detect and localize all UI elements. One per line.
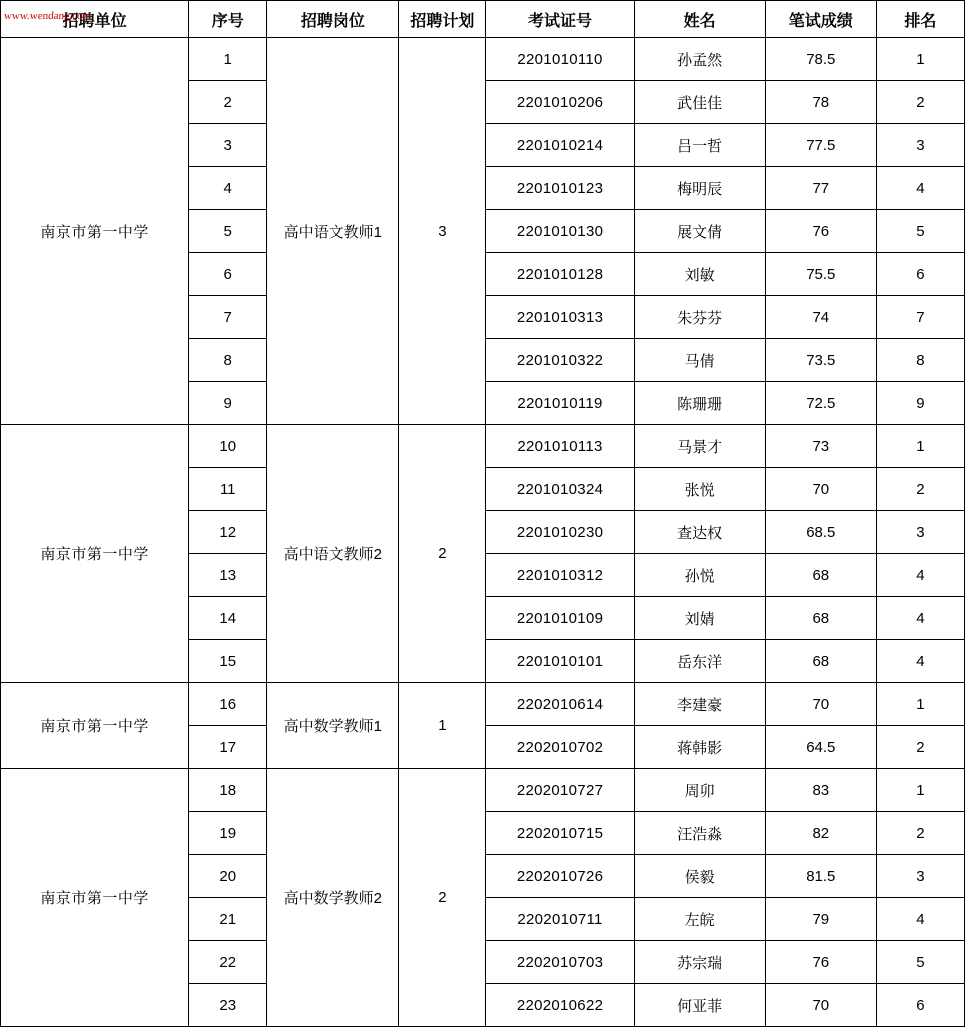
cell-rank: 2 bbox=[876, 468, 964, 511]
cell-name: 苏宗瑞 bbox=[634, 941, 765, 984]
cell-rank: 8 bbox=[876, 339, 964, 382]
cell-rank: 4 bbox=[876, 167, 964, 210]
cell-exam-id: 2201010214 bbox=[486, 124, 634, 167]
cell-number: 10 bbox=[189, 425, 267, 468]
cell-rank: 2 bbox=[876, 81, 964, 124]
column-header-plan: 招聘计划 bbox=[399, 1, 486, 38]
column-header-rank: 排名 bbox=[876, 1, 964, 38]
cell-number: 4 bbox=[189, 167, 267, 210]
table-header-row bbox=[1, 1, 965, 38]
cell-name: 马倩 bbox=[634, 339, 765, 382]
cell-unit: 南京市第一中学 bbox=[1, 683, 189, 769]
cell-exam-id: 2201010123 bbox=[486, 167, 634, 210]
cell-rank: 4 bbox=[876, 898, 964, 941]
cell-rank: 2 bbox=[876, 726, 964, 769]
cell-score: 64.5 bbox=[765, 726, 876, 769]
cell-exam-id: 2201010206 bbox=[486, 81, 634, 124]
cell-exam-id: 2201010113 bbox=[486, 425, 634, 468]
watermark-text: www.wendang.com bbox=[3, 10, 92, 22]
cell-exam-id: 2202010727 bbox=[486, 769, 634, 812]
cell-number: 6 bbox=[189, 253, 267, 296]
table-body bbox=[1, 38, 965, 1027]
cell-number: 7 bbox=[189, 296, 267, 339]
cell-score: 79 bbox=[765, 898, 876, 941]
table-row bbox=[1, 683, 965, 726]
cell-score: 73 bbox=[765, 425, 876, 468]
cell-score: 75.5 bbox=[765, 253, 876, 296]
cell-number: 5 bbox=[189, 210, 267, 253]
cell-rank: 3 bbox=[876, 124, 964, 167]
cell-name: 刘婧 bbox=[634, 597, 765, 640]
column-header-name: 姓名 bbox=[634, 1, 765, 38]
cell-number: 9 bbox=[189, 382, 267, 425]
cell-exam-id: 2201010130 bbox=[486, 210, 634, 253]
cell-name: 周卯 bbox=[634, 769, 765, 812]
cell-rank: 4 bbox=[876, 554, 964, 597]
cell-score: 74 bbox=[765, 296, 876, 339]
cell-post: 高中数学教师2 bbox=[267, 769, 399, 1027]
cell-number: 8 bbox=[189, 339, 267, 382]
cell-rank: 4 bbox=[876, 640, 964, 683]
table-row bbox=[1, 769, 965, 812]
cell-name: 汪浩淼 bbox=[634, 812, 765, 855]
cell-name: 梅明辰 bbox=[634, 167, 765, 210]
cell-number: 11 bbox=[189, 468, 267, 511]
cell-exam-id: 2202010614 bbox=[486, 683, 634, 726]
cell-score: 68 bbox=[765, 640, 876, 683]
cell-number: 20 bbox=[189, 855, 267, 898]
cell-exam-id: 2201010230 bbox=[486, 511, 634, 554]
cell-name: 岳东洋 bbox=[634, 640, 765, 683]
cell-name: 马景才 bbox=[634, 425, 765, 468]
cell-score: 70 bbox=[765, 984, 876, 1027]
cell-exam-id: 2201010312 bbox=[486, 554, 634, 597]
cell-score: 82 bbox=[765, 812, 876, 855]
cell-plan: 3 bbox=[399, 38, 486, 425]
cell-exam-id: 2201010324 bbox=[486, 468, 634, 511]
cell-name: 陈珊珊 bbox=[634, 382, 765, 425]
cell-number: 16 bbox=[189, 683, 267, 726]
cell-unit: 南京市第一中学 bbox=[1, 38, 189, 425]
cell-plan: 2 bbox=[399, 769, 486, 1027]
cell-score: 73.5 bbox=[765, 339, 876, 382]
cell-rank: 7 bbox=[876, 296, 964, 339]
cell-score: 77.5 bbox=[765, 124, 876, 167]
cell-score: 68 bbox=[765, 597, 876, 640]
cell-exam-id: 2202010703 bbox=[486, 941, 634, 984]
cell-score: 81.5 bbox=[765, 855, 876, 898]
cell-number: 22 bbox=[189, 941, 267, 984]
cell-number: 2 bbox=[189, 81, 267, 124]
cell-score: 77 bbox=[765, 167, 876, 210]
cell-rank: 6 bbox=[876, 984, 964, 1027]
cell-number: 15 bbox=[189, 640, 267, 683]
cell-rank: 3 bbox=[876, 855, 964, 898]
cell-exam-id: 2202010711 bbox=[486, 898, 634, 941]
cell-score: 70 bbox=[765, 468, 876, 511]
cell-exam-id: 2201010119 bbox=[486, 382, 634, 425]
cell-score: 68.5 bbox=[765, 511, 876, 554]
cell-rank: 4 bbox=[876, 597, 964, 640]
cell-rank: 1 bbox=[876, 425, 964, 468]
cell-exam-id: 2202010726 bbox=[486, 855, 634, 898]
cell-name: 展文倩 bbox=[634, 210, 765, 253]
cell-exam-id: 2202010715 bbox=[486, 812, 634, 855]
cell-exam-id: 2201010109 bbox=[486, 597, 634, 640]
cell-number: 19 bbox=[189, 812, 267, 855]
cell-rank: 1 bbox=[876, 38, 964, 81]
cell-exam-id: 2201010101 bbox=[486, 640, 634, 683]
cell-name: 左皖 bbox=[634, 898, 765, 941]
cell-name: 何亚菲 bbox=[634, 984, 765, 1027]
cell-name: 吕一哲 bbox=[634, 124, 765, 167]
cell-number: 1 bbox=[189, 38, 267, 81]
cell-score: 70 bbox=[765, 683, 876, 726]
cell-exam-id: 2201010322 bbox=[486, 339, 634, 382]
cell-score: 83 bbox=[765, 769, 876, 812]
cell-exam-id: 2201010110 bbox=[486, 38, 634, 81]
column-header-score: 笔试成绩 bbox=[765, 1, 876, 38]
cell-rank: 1 bbox=[876, 769, 964, 812]
cell-score: 76 bbox=[765, 941, 876, 984]
cell-name: 侯毅 bbox=[634, 855, 765, 898]
cell-rank: 5 bbox=[876, 941, 964, 984]
column-header-number: 序号 bbox=[189, 1, 267, 38]
cell-name: 蒋韩影 bbox=[634, 726, 765, 769]
cell-post: 高中语文教师2 bbox=[267, 425, 399, 683]
cell-unit: 南京市第一中学 bbox=[1, 769, 189, 1027]
cell-rank: 2 bbox=[876, 812, 964, 855]
cell-score: 72.5 bbox=[765, 382, 876, 425]
cell-rank: 6 bbox=[876, 253, 964, 296]
cell-number: 21 bbox=[189, 898, 267, 941]
cell-name: 李建豪 bbox=[634, 683, 765, 726]
cell-plan: 1 bbox=[399, 683, 486, 769]
cell-exam-id: 2202010702 bbox=[486, 726, 634, 769]
cell-name: 朱芬芬 bbox=[634, 296, 765, 339]
cell-number: 18 bbox=[189, 769, 267, 812]
cell-name: 孙孟然 bbox=[634, 38, 765, 81]
cell-rank: 5 bbox=[876, 210, 964, 253]
cell-score: 78.5 bbox=[765, 38, 876, 81]
cell-score: 68 bbox=[765, 554, 876, 597]
cell-number: 23 bbox=[189, 984, 267, 1027]
cell-name: 孙悦 bbox=[634, 554, 765, 597]
column-header-post: 招聘岗位 bbox=[267, 1, 399, 38]
cell-score: 78 bbox=[765, 81, 876, 124]
table-row bbox=[1, 38, 965, 81]
column-header-exam-id: 考试证号 bbox=[486, 1, 634, 38]
cell-name: 查达权 bbox=[634, 511, 765, 554]
cell-number: 14 bbox=[189, 597, 267, 640]
cell-exam-id: 2201010313 bbox=[486, 296, 634, 339]
cell-number: 3 bbox=[189, 124, 267, 167]
cell-number: 13 bbox=[189, 554, 267, 597]
cell-number: 12 bbox=[189, 511, 267, 554]
cell-rank: 9 bbox=[876, 382, 964, 425]
cell-number: 17 bbox=[189, 726, 267, 769]
cell-rank: 1 bbox=[876, 683, 964, 726]
cell-exam-id: 2201010128 bbox=[486, 253, 634, 296]
cell-score: 76 bbox=[765, 210, 876, 253]
cell-name: 武佳佳 bbox=[634, 81, 765, 124]
cell-unit: 南京市第一中学 bbox=[1, 425, 189, 683]
cell-exam-id: 2202010622 bbox=[486, 984, 634, 1027]
column-header-unit: 招聘单位 bbox=[1, 1, 189, 38]
table-row bbox=[1, 425, 965, 468]
cell-name: 刘敏 bbox=[634, 253, 765, 296]
cell-post: 高中语文教师1 bbox=[267, 38, 399, 425]
cell-plan: 2 bbox=[399, 425, 486, 683]
cell-rank: 3 bbox=[876, 511, 964, 554]
cell-name: 张悦 bbox=[634, 468, 765, 511]
cell-post: 高中数学教师1 bbox=[267, 683, 399, 769]
